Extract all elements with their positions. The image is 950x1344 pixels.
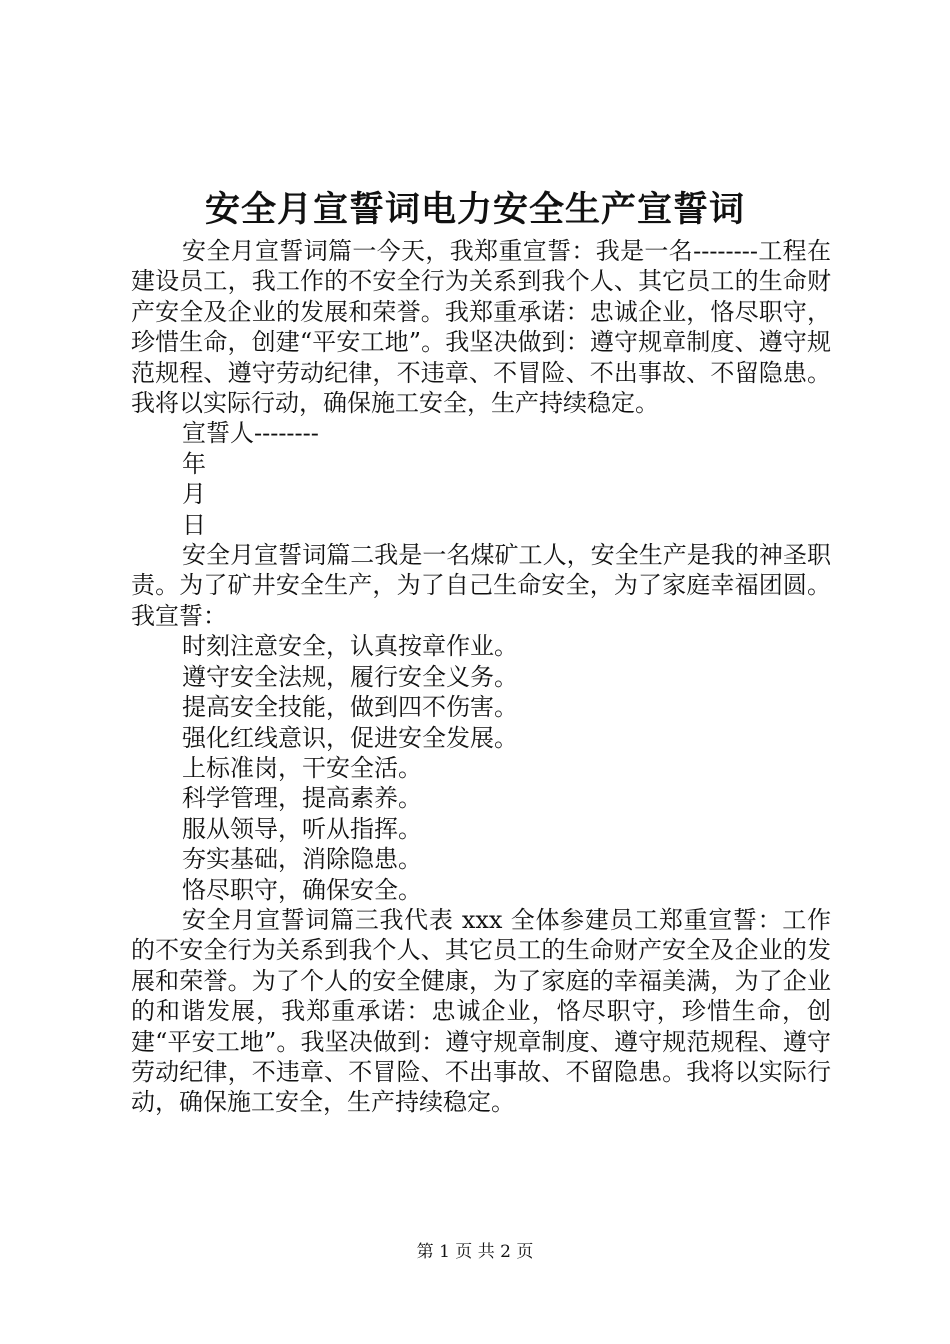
section1-paragraph: 安全月宣誓词篇一今天，我郑重宣誓：我是一名--------工程在建设员工，我工作的不安全行为关系到我个人、其它员工的生命财产安全及企业的发展和荣誉。我郑重承诺：忠诚企业，恪尽职守，珍惜生命，创建“平安工地”。我坚决做到：遵守规章制度、遵守规范规程、遵守劳动纪律，不违章、不冒险、不出事故、不留隐患。我将以实际行动，确保施工安全，生产持续稳定。	[131, 237, 831, 418]
oath-line: 恪尽职守，确保安全。	[182, 875, 422, 904]
signer-line: 宣誓人--------	[182, 419, 319, 448]
document-title: 安全月宣誓词电力安全生产宣誓词	[204, 189, 745, 230]
oath-line: 遵守安全法规，履行安全义务。	[182, 662, 518, 691]
document-body	[131, 236, 831, 1118]
oath-line: 时刻注意安全，认真按章作业。	[182, 632, 518, 661]
section3-paragraph: 安全月宣誓词篇三我代表 xxx 全体参建员工郑重宣誓：工作的不安全行为关系到我个人、其它员工的生命财产安全及企业的发展和荣誉。为了个人的安全健康，为了家庭的幸福美满，为了企业的和谐发展，我郑重承诺：忠诚企业，恪尽职守，珍惜生命，创建“平安工地”。我坚决做到：遵守规章制度、遵守规范规程、遵守劳动纪律，不违章、不冒险、不出事故、不留隐患。我将以实际行动，确保施工安全，生产持续稳定。	[131, 905, 831, 1117]
oath-line: 科学管理，提高素养。	[182, 784, 422, 813]
year-line: 年	[182, 449, 206, 478]
section2-paragraph: 安全月宣誓词篇二我是一名煤矿工人，安全生产是我的神圣职责。为了矿井安全生产，为了自己生命安全，为了家庭幸福团圆。我宣誓：	[131, 541, 831, 630]
month-line: 月	[182, 480, 206, 509]
oath-line: 服从领导，听从指挥。	[182, 814, 422, 843]
page-footer: 第 1 页 共 2 页	[416, 1242, 534, 1262]
day-line: 日	[182, 510, 206, 539]
oath-line: 上标准岗，干安全活。	[182, 753, 422, 782]
oath-line: 提高安全技能，做到四不伤害。	[182, 693, 518, 722]
oath-line: 强化红线意识，促进安全发展。	[182, 723, 518, 752]
oath-line: 夯实基础，消除隐患。	[182, 845, 422, 874]
